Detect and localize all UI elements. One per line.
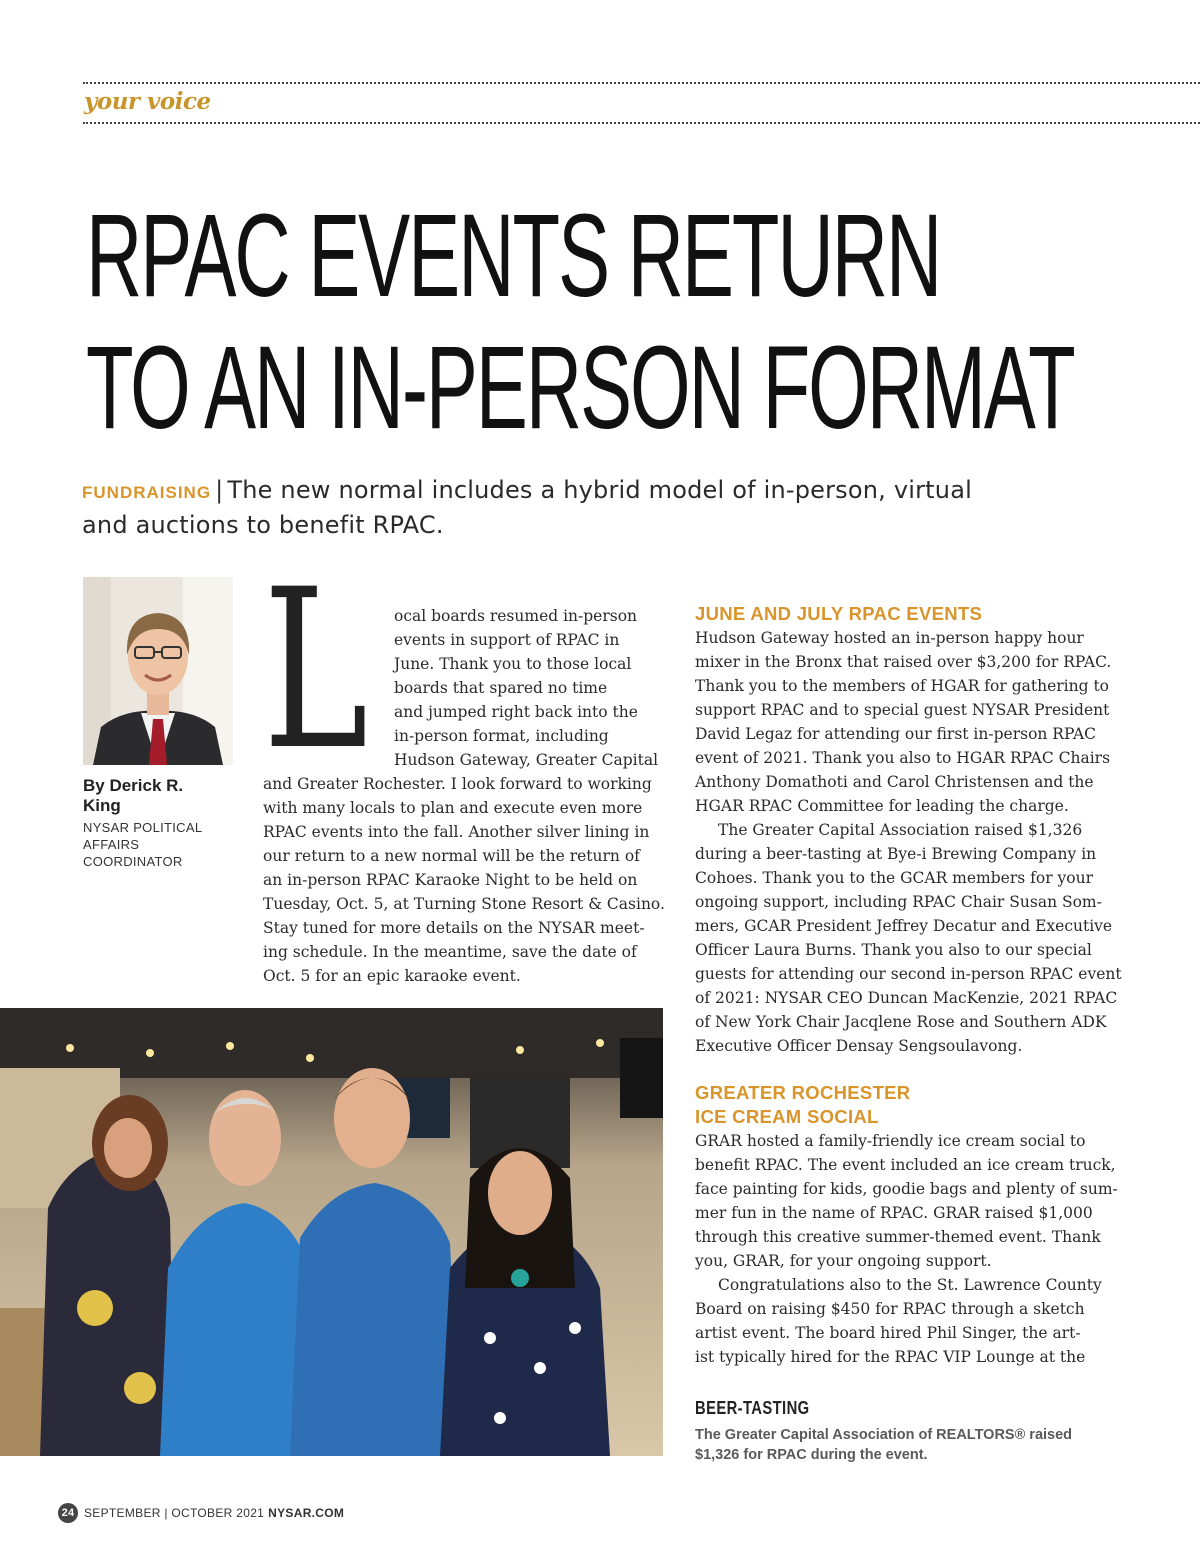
intro-line: our return to a new normal will be the return of xyxy=(263,847,640,865)
rochester-line: face painting for kids, goodie bags and plenty of sum- xyxy=(695,1180,1118,1198)
june-july-line: HGAR RPAC Committee for leading the charge. xyxy=(695,797,1069,815)
june-july-line: Officer Laura Burns. Thank you also to our special xyxy=(695,941,1092,959)
rochester-heading-line-1: GREATER ROCHESTER xyxy=(695,1082,911,1103)
intro-line: events in support of RPAC in xyxy=(394,631,620,649)
rochester-line: benefit RPAC. The event included an ice cream truck, xyxy=(695,1156,1116,1174)
rochester-line: GRAR hosted a family-friendly ice cream social to xyxy=(695,1132,1086,1150)
june-july-line: Anthony Domathoti and Carol Christensen and the xyxy=(695,773,1094,791)
intro-line: Tuesday, Oct. 5, at Turning Stone Resort & Casino. xyxy=(263,895,665,913)
rochester-heading-line-2: ICE CREAM SOCIAL xyxy=(695,1106,879,1127)
june-july-line: during a beer-tasting at Bye-i Brewing Company in xyxy=(695,845,1097,863)
june-july-line: David Legaz for attending our first in-person RPAC xyxy=(695,725,1097,743)
headline-line-1: RPAC EVENTS RETURN xyxy=(86,190,941,322)
intro-line: an in-person RPAC Karaoke Night to be held on xyxy=(263,871,638,889)
right-column xyxy=(695,602,1125,1369)
june-july-line: support RPAC and to special guest NYSAR President xyxy=(695,701,1110,719)
page-number: 24 xyxy=(58,1503,78,1523)
author-portrait xyxy=(83,577,233,765)
june-july-line: guests for attending our second in-person RPAC event xyxy=(695,965,1122,983)
intro-column xyxy=(263,604,673,988)
byline-name: By Derick R. King xyxy=(83,776,184,815)
june-july-line: event of 2021. Thank you also to HGAR RPAC Chairs xyxy=(695,749,1111,767)
june-july-line: ongoing support, including RPAC Chair Susan Som- xyxy=(695,893,1102,911)
intro-line: and jumped right back into the xyxy=(394,703,638,721)
june-july-line: Cohoes. Thank you to the GCAR members for your xyxy=(695,869,1094,887)
intro-line: Hudson Gateway, Greater Capital xyxy=(394,751,659,769)
intro-line: in-person format, including xyxy=(394,727,609,745)
intro-line: boards that spared no time xyxy=(394,679,608,697)
headline xyxy=(86,190,1074,454)
rochester-line: Congratulations also to the St. Lawrence County xyxy=(718,1276,1102,1294)
byline-title: NYSAR POLITICAL AFFAIRS COORDINATOR xyxy=(83,820,202,869)
june-july-heading: JUNE AND JULY RPAC EVENTS xyxy=(695,603,983,624)
june-july-line: of New York Chair Jacqlene Rose and Southern ADK xyxy=(695,1013,1107,1031)
deck xyxy=(82,474,1012,541)
event-photo-graphic xyxy=(0,1008,663,1456)
rochester-line: you, GRAR, for your ongoing support. xyxy=(695,1252,992,1270)
section-dotted-rule xyxy=(83,122,1200,124)
june-july-line: of 2021: NYSAR CEO Duncan MacKenzie, 2021 RPAC xyxy=(695,989,1118,1007)
deck-kicker: FUNDRAISING xyxy=(82,483,212,502)
intro-line: with many locals to plan and execute even more xyxy=(263,799,643,817)
caption-text: The Greater Capital Association of REALTORS® raised $1,326 for RPAC during the event. xyxy=(695,1427,1073,1463)
intro-line: RPAC events into the fall. Another silver lining in xyxy=(263,823,650,841)
intro-line: Stay tuned for more details on the NYSAR meet- xyxy=(263,919,645,937)
deck-separator: | xyxy=(215,476,224,504)
author-portrait-graphic xyxy=(83,577,233,765)
intro-line: and Greater Rochester. I look forward to working xyxy=(263,775,652,793)
intro-line: June. Thank you to those local xyxy=(394,655,632,673)
byline xyxy=(83,776,223,870)
june-july-line: Hudson Gateway hosted an in-person happy hour xyxy=(695,629,1084,647)
section-tag: your voice xyxy=(84,88,211,115)
june-july-line: Thank you to the members of HGAR for gathering to xyxy=(695,677,1110,695)
rochester-line: ist typically hired for the RPAC VIP Lounge at the xyxy=(695,1348,1086,1366)
event-photo xyxy=(0,1008,663,1456)
june-july-line: The Greater Capital Association raised $1,326 xyxy=(718,821,1083,839)
june-july-line: mixer in the Bronx that raised over $3,200 for RPAC. xyxy=(695,653,1112,671)
caption-title: BEER-TASTING xyxy=(695,1398,810,1418)
folio xyxy=(58,1503,344,1523)
rochester-line: Board on raising $450 for RPAC through a sketch xyxy=(695,1300,1085,1318)
intro-line: ocal boards resumed in-person xyxy=(394,607,638,625)
rochester-line: artist event. The board hired Phil Singer, the art- xyxy=(695,1324,1081,1342)
top-dotted-rule xyxy=(83,82,1200,84)
issue-date: SEPTEMBER | OCTOBER 2021 xyxy=(84,1506,265,1520)
drop-cap: L xyxy=(263,542,369,798)
june-july-line: mers, GCAR President Jeffrey Decatur and Executive xyxy=(695,917,1113,935)
rochester-line: mer fun in the name of RPAC. GRAR raised $1,000 xyxy=(695,1204,1093,1222)
deck-text: The new normal includes a hybrid model of in-person, virtual and auctions to benefit RPAC. xyxy=(82,476,972,539)
intro-line: ing schedule. In the meantime, save the date of xyxy=(263,943,637,961)
site-name: NYSAR.COM xyxy=(268,1506,345,1520)
intro-line: Oct. 5 for an epic karaoke event. xyxy=(263,967,521,985)
rochester-line: through this creative summer-themed event. Thank xyxy=(695,1228,1101,1246)
june-july-line: Executive Officer Densay Sengsoulavong. xyxy=(695,1037,1023,1055)
photo-caption xyxy=(695,1398,1115,1465)
headline-line-2: TO AN IN-PERSON FORMAT xyxy=(86,322,1074,454)
